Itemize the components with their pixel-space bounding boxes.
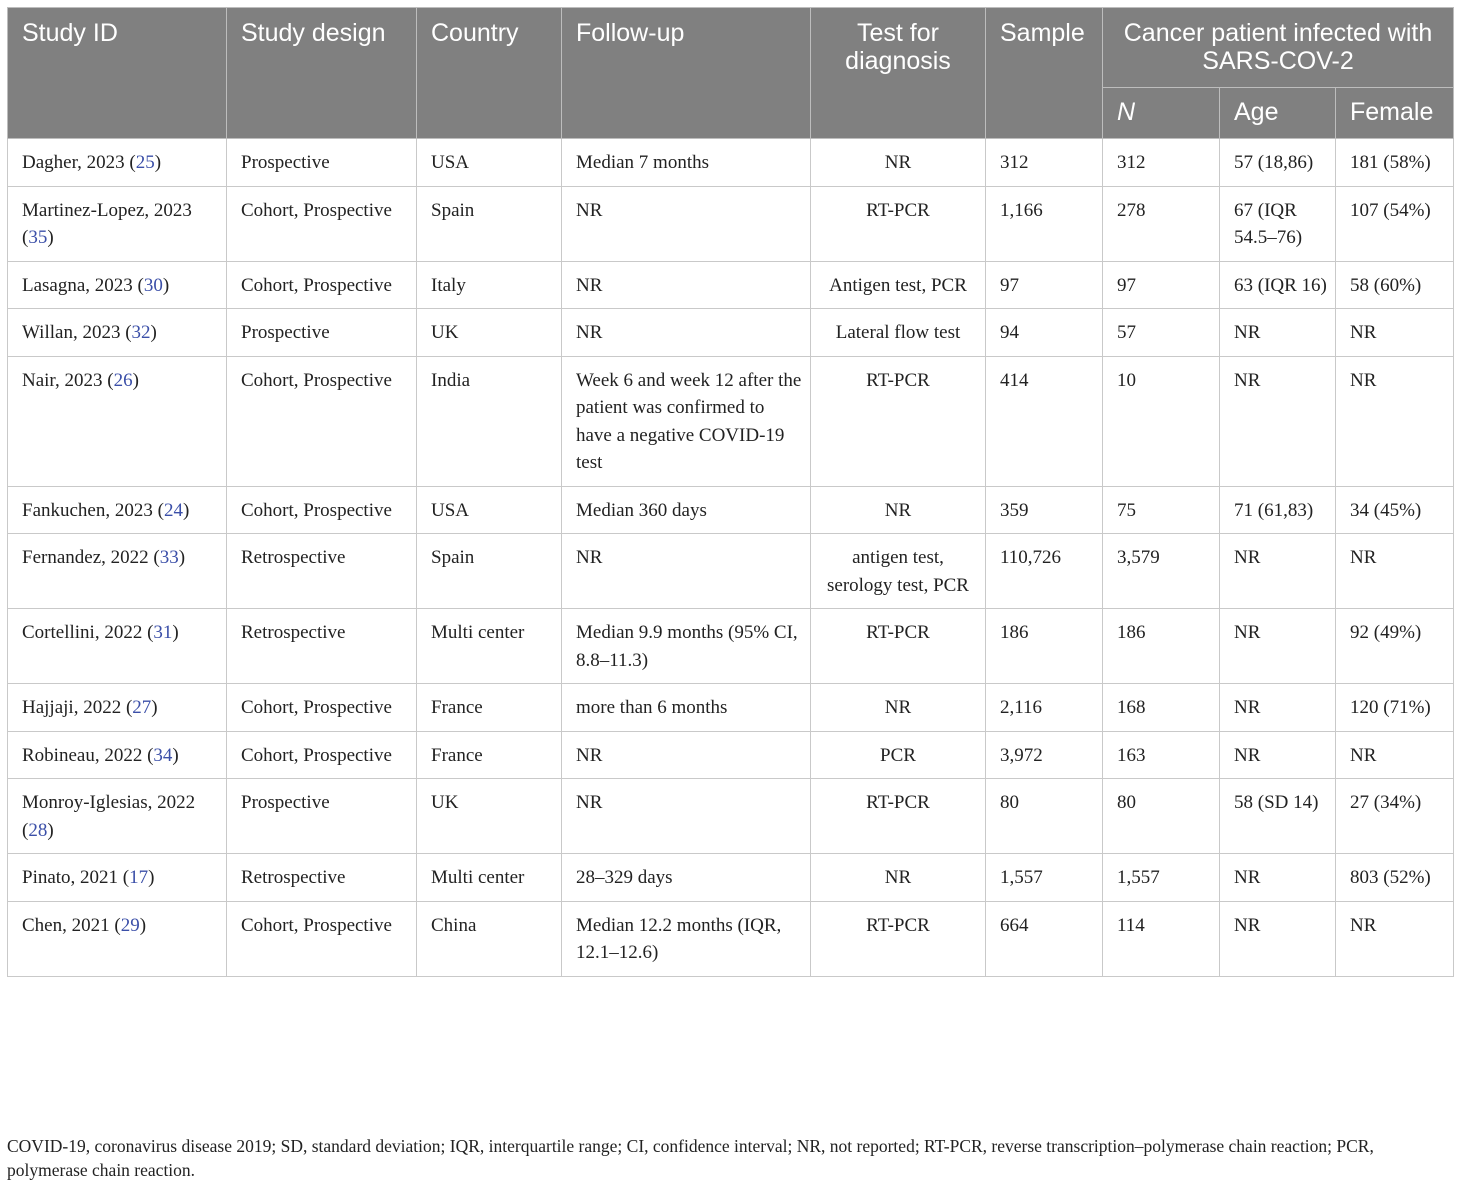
cell-study-id: Pinato, 2021 (17) <box>8 854 227 902</box>
cell-country: Multi center <box>417 609 562 684</box>
cell-n: 75 <box>1103 486 1220 534</box>
table-body <box>8 139 1454 977</box>
table-row <box>8 854 1454 902</box>
cell-study-design: Cohort, Prospective <box>227 261 417 309</box>
reference-link[interactable]: 31 <box>153 622 173 643</box>
cell-female: 120 (71%) <box>1336 684 1454 732</box>
cell-age: NR <box>1220 684 1336 732</box>
cell-sample: 80 <box>986 779 1103 854</box>
cell-test-for-diagnosis: RT-PCR <box>811 779 986 854</box>
study-characteristics-table <box>7 7 1454 977</box>
cell-study-id: Hajjaji, 2022 (27) <box>8 684 227 732</box>
cell-sample: 110,726 <box>986 534 1103 609</box>
cell-follow-up: more than 6 months <box>562 684 811 732</box>
study-author-year: Robineau, 2022 ( <box>22 744 154 766</box>
study-author-year: Fankuchen, 2023 ( <box>22 499 164 521</box>
cell-female: 803 (52%) <box>1336 854 1454 902</box>
cell-study-design: Prospective <box>227 139 417 187</box>
reference-link[interactable]: 26 <box>113 369 133 391</box>
cell-study-id: Dagher, 2023 (25) <box>8 139 227 187</box>
cell-country: France <box>417 684 562 732</box>
table-row <box>8 486 1454 534</box>
cell-n: 80 <box>1103 779 1220 854</box>
study-author-year: Martinez-Lopez, 2023 ( <box>22 199 192 248</box>
cell-follow-up: NR <box>562 261 811 309</box>
cell-n: 278 <box>1103 186 1220 261</box>
cell-age: NR <box>1220 309 1336 357</box>
cell-country: UK <box>417 779 562 854</box>
cell-n: 1,557 <box>1103 854 1220 902</box>
table-footnote: COVID-19, coronavirus disease 2019; SD, standard deviation; IQR, interquartile range; CI, confidence interval; NR, not reported; RT-PCR, reverse transcription–polymerase chain reaction; PCR, polymerase chain reaction. <box>7 1136 1374 1180</box>
table-row <box>8 901 1454 976</box>
cell-age: 58 (SD 14) <box>1220 779 1336 854</box>
cell-follow-up: NR <box>562 534 811 609</box>
header-sample: Sample <box>986 8 1103 139</box>
cell-female: 107 (54%) <box>1336 186 1454 261</box>
cell-study-id: Fernandez, 2022 (33) <box>8 534 227 609</box>
cell-study-design: Prospective <box>227 779 417 854</box>
cell-country: China <box>417 901 562 976</box>
cell-age: 63 (IQR 16) <box>1220 261 1336 309</box>
cell-test-for-diagnosis: NR <box>811 684 986 732</box>
cell-n: 186 <box>1103 609 1220 684</box>
header-cancer-patient-group: Cancer patient infected with SARS-COV-2 <box>1103 8 1454 88</box>
cell-study-design: Retrospective <box>227 534 417 609</box>
header-country: Country <box>417 8 562 139</box>
cell-n: 114 <box>1103 901 1220 976</box>
reference-link[interactable]: 30 <box>143 274 163 296</box>
cell-female: NR <box>1336 731 1454 779</box>
cell-study-design: Cohort, Prospective <box>227 731 417 779</box>
cell-test-for-diagnosis: RT-PCR <box>811 186 986 261</box>
cell-age: NR <box>1220 609 1336 684</box>
cell-study-design: Cohort, Prospective <box>227 486 417 534</box>
cell-follow-up: NR <box>562 309 811 357</box>
cell-female: 92 (49%) <box>1336 609 1454 684</box>
cell-test-for-diagnosis: RT-PCR <box>811 356 986 486</box>
study-author-year: Willan, 2023 ( <box>22 322 132 343</box>
cell-age: NR <box>1220 356 1336 486</box>
cell-female: NR <box>1336 309 1454 357</box>
table-row <box>8 309 1454 357</box>
cell-test-for-diagnosis: NR <box>811 139 986 187</box>
cell-study-design: Retrospective <box>227 609 417 684</box>
cell-follow-up: 28–329 days <box>562 854 811 902</box>
cell-study-id: Lasagna, 2023 (30) <box>8 261 227 309</box>
cell-study-id: Chen, 2021 (29) <box>8 901 227 976</box>
table-row <box>8 356 1454 486</box>
cell-female: NR <box>1336 356 1454 486</box>
table-row <box>8 534 1454 609</box>
cell-country: Spain <box>417 186 562 261</box>
cell-sample: 3,972 <box>986 731 1103 779</box>
cell-follow-up: NR <box>562 731 811 779</box>
reference-link[interactable]: 28 <box>28 819 48 841</box>
cell-study-id: Martinez-Lopez, 2023 (35) <box>8 186 227 261</box>
study-author-year: Fernandez, 2022 ( <box>22 547 160 568</box>
cell-study-id: Fankuchen, 2023 (24) <box>8 486 227 534</box>
cell-age: 67 (IQR 54.5–76) <box>1220 186 1336 261</box>
cell-n: 10 <box>1103 356 1220 486</box>
cell-sample: 664 <box>986 901 1103 976</box>
cell-follow-up: Week 6 and week 12 after the patient was confirmed to have a negative COVID-19 test <box>562 356 811 486</box>
cell-n: 57 <box>1103 309 1220 357</box>
cell-female: 27 (34%) <box>1336 779 1454 854</box>
table-row <box>8 731 1454 779</box>
cell-n: 163 <box>1103 731 1220 779</box>
study-author-year: Dagher, 2023 ( <box>22 152 136 173</box>
study-author-year: Monroy-Iglesias, 2022 ( <box>22 792 196 841</box>
table-row <box>8 261 1454 309</box>
cell-age: 57 (18,86) <box>1220 139 1336 187</box>
cell-female: NR <box>1336 534 1454 609</box>
header-n: N <box>1103 88 1220 139</box>
cell-country: Italy <box>417 261 562 309</box>
header-female: Female <box>1336 88 1454 139</box>
reference-link[interactable]: 34 <box>153 744 173 766</box>
cell-test-for-diagnosis: NR <box>811 486 986 534</box>
cell-sample: 414 <box>986 356 1103 486</box>
cell-test-for-diagnosis: PCR <box>811 731 986 779</box>
cell-age: NR <box>1220 534 1336 609</box>
cell-study-design: Retrospective <box>227 854 417 902</box>
cell-study-design: Cohort, Prospective <box>227 186 417 261</box>
cell-test-for-diagnosis: antigen test, serology test, PCR <box>811 534 986 609</box>
cell-test-for-diagnosis: RT-PCR <box>811 609 986 684</box>
cell-n: 168 <box>1103 684 1220 732</box>
cell-follow-up: NR <box>562 186 811 261</box>
cell-study-id: Willan, 2023 (32) <box>8 309 227 357</box>
cell-age: 71 (61,83) <box>1220 486 1336 534</box>
cell-study-id: Robineau, 2022 (34) <box>8 731 227 779</box>
study-author-year: Chen, 2021 ( <box>22 914 121 936</box>
reference-link[interactable]: 35 <box>28 227 48 248</box>
cell-sample: 1,557 <box>986 854 1103 902</box>
cell-country: UK <box>417 309 562 357</box>
cell-sample: 94 <box>986 309 1103 357</box>
cell-test-for-diagnosis: Lateral flow test <box>811 309 986 357</box>
table-header <box>8 8 1454 139</box>
cell-sample: 97 <box>986 261 1103 309</box>
cell-country: Multi center <box>417 854 562 902</box>
cell-female: 58 (60%) <box>1336 261 1454 309</box>
cell-follow-up: Median 9.9 months (95% CI, 8.8–11.3) <box>562 609 811 684</box>
cell-age: NR <box>1220 731 1336 779</box>
cell-follow-up: Median 7 months <box>562 139 811 187</box>
cell-age: NR <box>1220 901 1336 976</box>
study-author-year: Cortellini, 2022 ( <box>22 622 154 643</box>
table-row <box>8 186 1454 261</box>
cell-n: 97 <box>1103 261 1220 309</box>
cell-female: 34 (45%) <box>1336 486 1454 534</box>
cell-country: Spain <box>417 534 562 609</box>
cell-sample: 312 <box>986 139 1103 187</box>
cell-study-id: Monroy-Iglesias, 2022 (28) <box>8 779 227 854</box>
header-study-design: Study design <box>227 8 417 139</box>
reference-link[interactable]: 27 <box>132 697 152 718</box>
cell-female: 181 (58%) <box>1336 139 1454 187</box>
header-test-for-diagnosis: Test for diagnosis <box>811 8 986 139</box>
reference-link[interactable]: 24 <box>163 499 183 521</box>
cell-test-for-diagnosis: Antigen test, PCR <box>811 261 986 309</box>
cell-study-design: Cohort, Prospective <box>227 356 417 486</box>
reference-link[interactable]: 29 <box>120 914 140 936</box>
cell-study-design: Prospective <box>227 309 417 357</box>
cell-country: France <box>417 731 562 779</box>
cell-n: 312 <box>1103 139 1220 187</box>
cell-n: 3,579 <box>1103 534 1220 609</box>
cell-test-for-diagnosis: RT-PCR <box>811 901 986 976</box>
header-study-id: Study ID <box>8 8 227 139</box>
reference-link[interactable]: 17 <box>129 867 149 888</box>
cell-study-design: Cohort, Prospective <box>227 684 417 732</box>
cell-follow-up: NR <box>562 779 811 854</box>
header-age: Age <box>1220 88 1336 139</box>
cell-country: USA <box>417 139 562 187</box>
cell-study-design: Cohort, Prospective <box>227 901 417 976</box>
table-row <box>8 684 1454 732</box>
header-follow-up: Follow-up <box>562 8 811 139</box>
cell-sample: 186 <box>986 609 1103 684</box>
table-row <box>8 139 1454 187</box>
cell-test-for-diagnosis: NR <box>811 854 986 902</box>
cell-follow-up: Median 12.2 months (IQR, 12.1–12.6) <box>562 901 811 976</box>
cell-female: NR <box>1336 901 1454 976</box>
cell-country: India <box>417 356 562 486</box>
cell-follow-up: Median 360 days <box>562 486 811 534</box>
study-author-year: Nair, 2023 ( <box>22 369 114 391</box>
study-author-year: Hajjaji, 2022 ( <box>22 697 133 718</box>
reference-link[interactable]: 25 <box>135 152 155 173</box>
reference-link[interactable]: 33 <box>159 547 179 568</box>
table-row <box>8 609 1454 684</box>
study-author-year: Lasagna, 2023 ( <box>22 274 144 296</box>
cell-country: USA <box>417 486 562 534</box>
cell-sample: 359 <box>986 486 1103 534</box>
reference-link[interactable]: 32 <box>131 322 151 343</box>
study-author-year: Pinato, 2021 ( <box>22 867 130 888</box>
cell-study-id: Nair, 2023 (26) <box>8 356 227 486</box>
table-row <box>8 779 1454 854</box>
cell-age: NR <box>1220 854 1336 902</box>
cell-sample: 1,166 <box>986 186 1103 261</box>
cell-study-id: Cortellini, 2022 (31) <box>8 609 227 684</box>
study-table-container <box>7 7 1453 977</box>
cell-sample: 2,116 <box>986 684 1103 732</box>
